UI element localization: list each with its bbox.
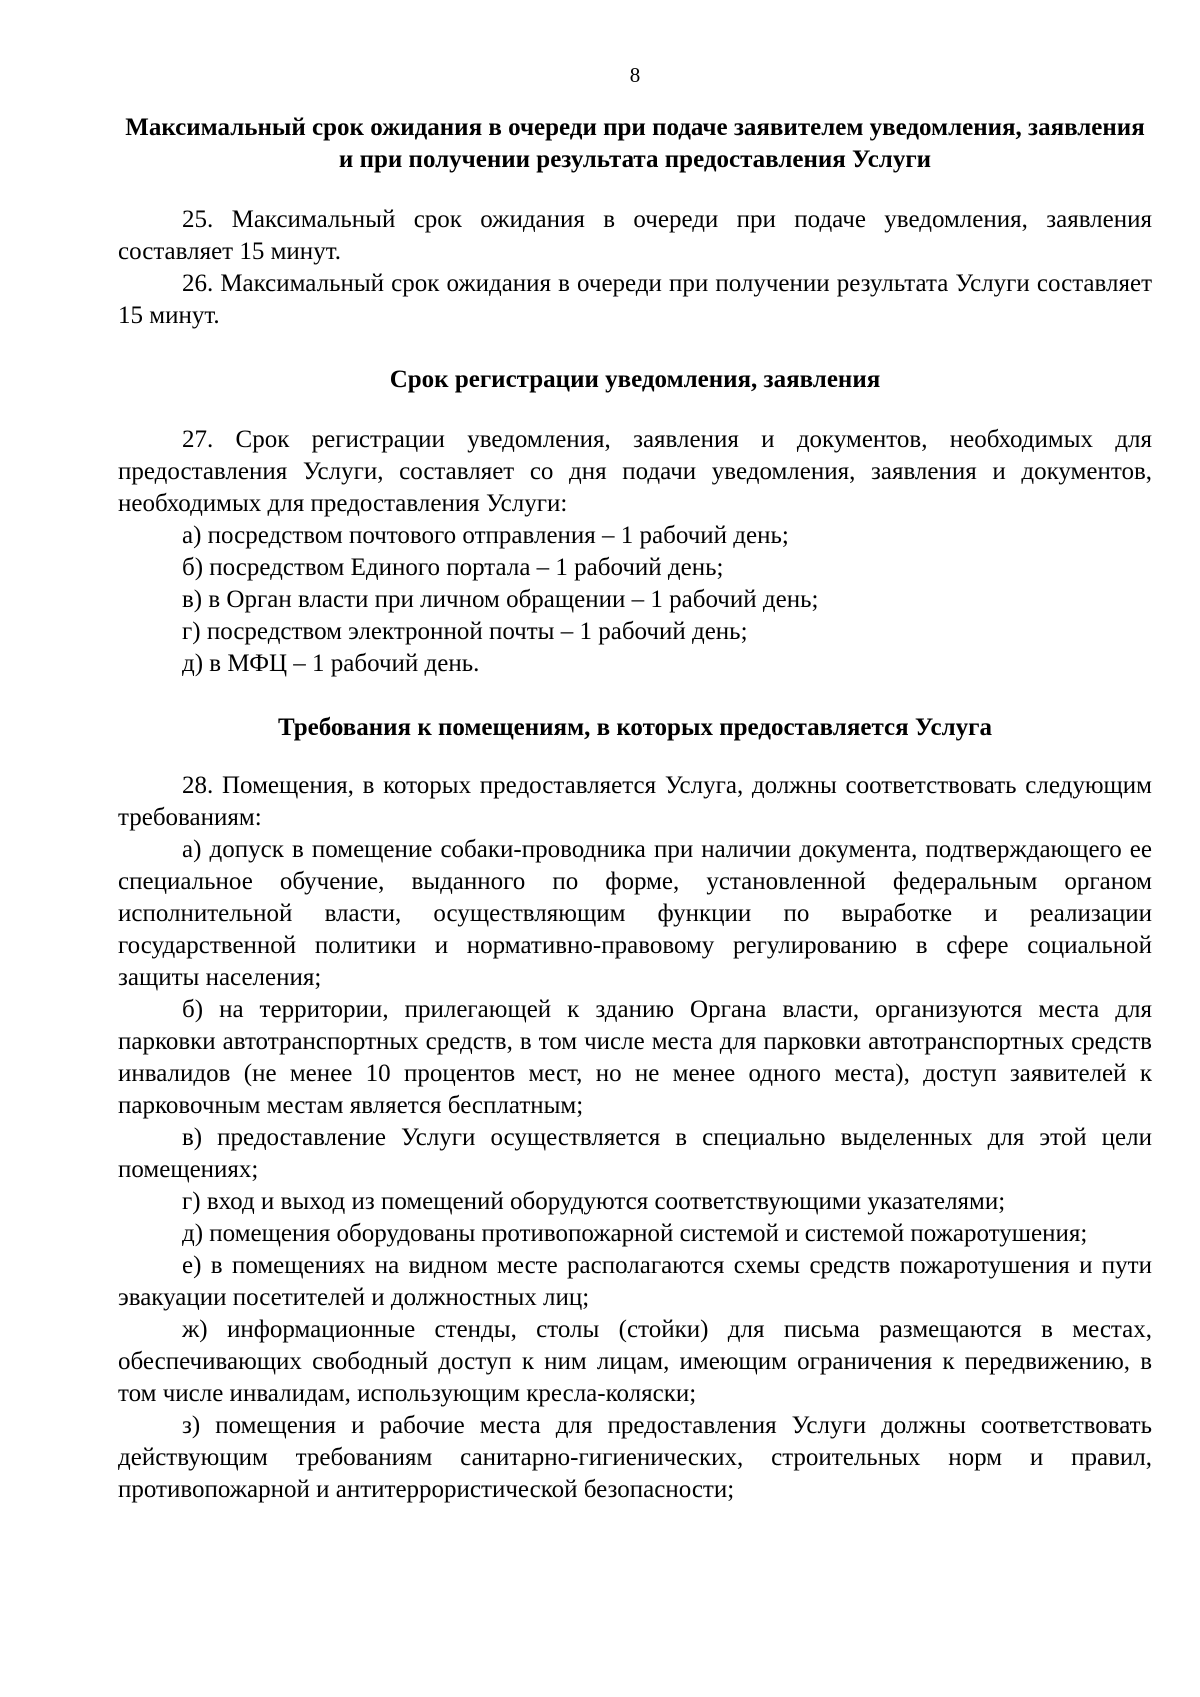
list-item-27-a: а) посредством почтового отправления – 1 рабочий день; <box>182 522 789 549</box>
list-item-28-a: а) допуск в помещение собаки-проводника при наличии документа, подтверждающего ее специальное обучение, выданного по форме, установленной федеральным органом исполнительной власти, осуществляющим функции по выработке и реализации государственной политики и нормативно-правовому регулированию в сфере социальной защиты населения; <box>118 836 1152 991</box>
list-item-28-b: б) на территории, прилегающей к зданию Органа власти, организуются места для парковки автотранспортных средств, в том числе места для парковки автотранспортных средств инвалидов (не менее 10 процентов мест, но не менее одного места), доступ заявителей к парковочным местам является бесплатным; <box>118 996 1152 1119</box>
list-item-28-d: д) помещения оборудованы противопожарной системой и системой пожаротушения; <box>182 1220 1088 1247</box>
list-item-27-b: б) посредством Единого портала – 1 рабочий день; <box>182 554 724 581</box>
list-item-28-z: з) помещения и рабочие места для предоставления Услуги должны соответствовать действующим требованиям санитарно-гигиенических, строительных норм и правил, противопожарной и антитеррористической безопасности; <box>118 1412 1152 1503</box>
list-item-28-zh: ж) информационные стенды, столы (стойки) для письма размещаются в местах, обеспечивающих свободный доступ к ним лицам, имеющим ограничения к передвижению, в том числе инвалидам, использующим кресла-коляски; <box>118 1316 1152 1407</box>
paragraph-25: 25. Максимальный срок ожидания в очереди при подаче уведомления, заявления составляет 15 минут. <box>118 206 1152 265</box>
list-item-28-v: в) предоставление Услуги осуществляется в специально выделенных для этой цели помещениях; <box>118 1124 1152 1183</box>
list-item-27-v: в) в Орган власти при личном обращении – 1 рабочий день; <box>182 586 819 613</box>
paragraph-26: 26. Максимальный срок ожидания в очереди при получении результата Услуги составляет 15 минут. <box>118 270 1152 329</box>
section-heading-premises: Требования к помещениям, в которых предоставляется Услуга <box>277 714 993 741</box>
document-page <box>118 62 1152 1506</box>
list-item-28-g: г) вход и выход из помещений оборудуются соответствующими указателями; <box>182 1188 1006 1215</box>
section-heading-queue-time: Максимальный срок ожидания в очереди при подаче заявителем уведомления, заявления и при получении результата предоставления Услуги <box>125 114 1145 173</box>
paragraph-27: 27. Срок регистрации уведомления, заявления и документов, необходимых для предоставления Услуги, составляет со дня подачи уведомления, заявления и документов, необходимых для предоставления Услуги: <box>118 426 1152 517</box>
paragraph-28: 28. Помещения, в которых предоставляется Услуга, должны соответствовать следующим требованиям: <box>118 772 1152 831</box>
page-number: 8 <box>629 63 641 87</box>
list-item-27-g: г) посредством электронной почты – 1 рабочий день; <box>182 618 748 645</box>
list-item-28-e: е) в помещениях на видном месте располагаются схемы средств пожаротушения и пути эвакуации посетителей и должностных лиц; <box>118 1252 1152 1311</box>
section-heading-registration: Срок регистрации уведомления, заявления <box>389 366 881 393</box>
list-item-27-d: д) в МФЦ – 1 рабочий день. <box>182 650 480 677</box>
